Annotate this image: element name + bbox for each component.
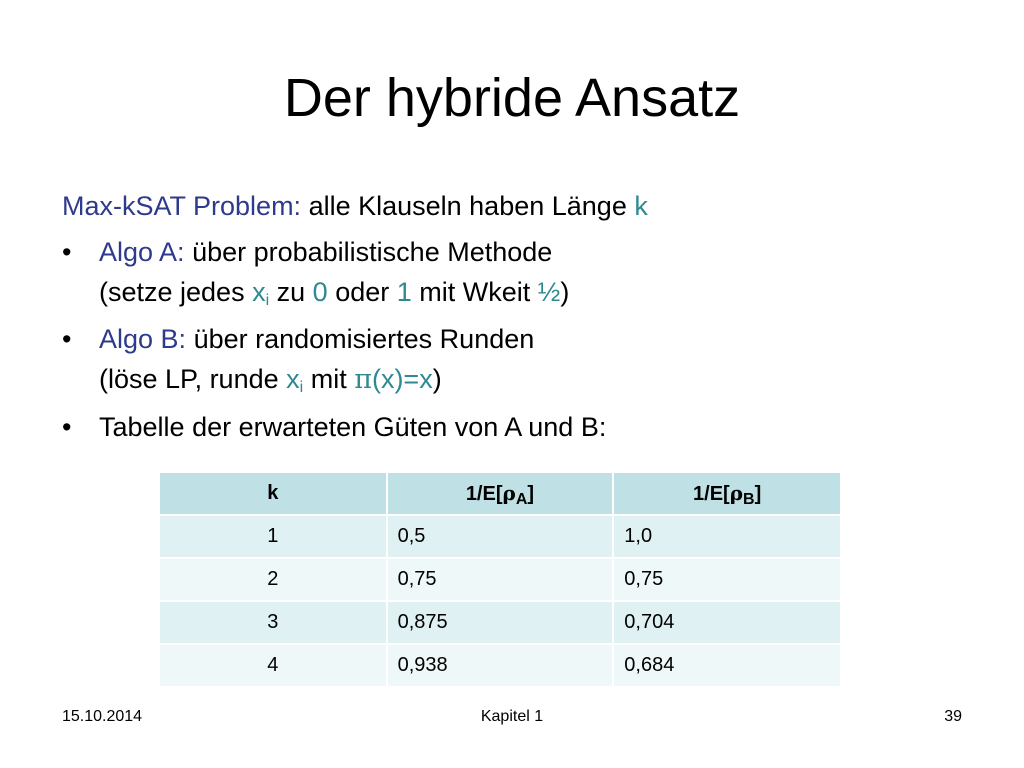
header-b-rho: ρ (729, 481, 744, 505)
cell-k: 4 (160, 644, 387, 687)
algo-a-mit: mit Wkeit (411, 277, 538, 307)
intro-label: Max-kSAT Problem: (62, 191, 302, 221)
footer-chapter: Kapitel 1 (480, 708, 544, 725)
bullet-algo-b (62, 319, 962, 400)
intro-text: alle Klauseln haben Länge (301, 191, 635, 221)
header-a (387, 473, 614, 515)
header-a-prefix: 1/E[ (465, 483, 503, 505)
cell-a: 0,5 (387, 515, 614, 558)
algo-b-sub-i: i (299, 379, 304, 396)
algo-b-label: Algo B: (99, 324, 187, 354)
cell-b: 0,684 (613, 644, 841, 687)
header-k: k (160, 473, 387, 515)
cell-k: 3 (160, 601, 387, 644)
slide-body (62, 186, 962, 454)
footer-page-number: 39 (944, 708, 962, 725)
algo-a-var-x: x (252, 277, 266, 307)
bullet-dot: • (62, 237, 72, 267)
header-b-suffix: ] (754, 483, 762, 505)
table-row (160, 644, 841, 687)
header-b-sub: B (743, 491, 755, 508)
cell-k: 2 (160, 558, 387, 601)
bullet-dot: • (62, 412, 72, 442)
algo-b-pi-rest: (x)=x (371, 364, 433, 394)
header-b-prefix: 1/E[ (693, 483, 730, 505)
results-table (160, 473, 842, 688)
intro-line (62, 186, 962, 226)
algo-b-text: über randomisiertes Runden (186, 324, 535, 354)
slide-title: Der hybride Ansatz (283, 68, 741, 128)
algo-b-detail-open: (löse LP, runde (99, 364, 287, 394)
algo-a-zero: 0 (312, 277, 328, 307)
algo-a-line1 (99, 232, 962, 272)
algo-a-label: Algo A: (99, 237, 185, 267)
footer-date: 15.10.2014 (62, 708, 143, 725)
bullet-dot: • (62, 324, 72, 354)
bullet-algo-a (62, 232, 962, 312)
table-intro-text: Tabelle der erwarteten Güten von A und B: (99, 412, 607, 442)
algo-a-one: 1 (396, 277, 412, 307)
table-header-row (160, 473, 841, 515)
algo-a-detail-open: (setze jedes (99, 277, 253, 307)
header-a-sub: A (515, 491, 528, 508)
algo-b-close: ) (432, 364, 442, 394)
header-a-rho: ρ (502, 481, 516, 505)
table-row (160, 515, 841, 558)
table-row (160, 601, 841, 644)
cell-a: 0,75 (387, 558, 614, 601)
cell-b: 1,0 (613, 515, 841, 558)
table-row (160, 558, 841, 601)
intro-var-k: k (634, 191, 648, 221)
algo-a-zu: zu (269, 277, 313, 307)
header-b (613, 473, 841, 515)
cell-a: 0,938 (387, 644, 614, 687)
algo-b-line2 (99, 359, 962, 400)
header-a-suffix: ] (527, 483, 535, 505)
cell-a: 0,875 (387, 601, 614, 644)
algo-b-mit: mit (303, 364, 355, 394)
cell-b: 0,75 (613, 558, 841, 601)
bullet-table-intro (62, 407, 962, 447)
cell-k: 1 (160, 515, 387, 558)
cell-b: 0,704 (613, 601, 841, 644)
algo-b-var-x: x (286, 364, 300, 394)
algo-b-pi: π (354, 364, 372, 395)
algo-a-oder: oder (327, 277, 397, 307)
algo-b-line1 (99, 319, 962, 359)
algo-a-half: ½ (537, 277, 561, 307)
algo-a-close: ) (560, 277, 570, 307)
algo-a-sub-i: i (265, 292, 270, 309)
algo-a-line2 (99, 272, 962, 312)
algo-a-text: über probabilistische Methode (184, 237, 553, 267)
